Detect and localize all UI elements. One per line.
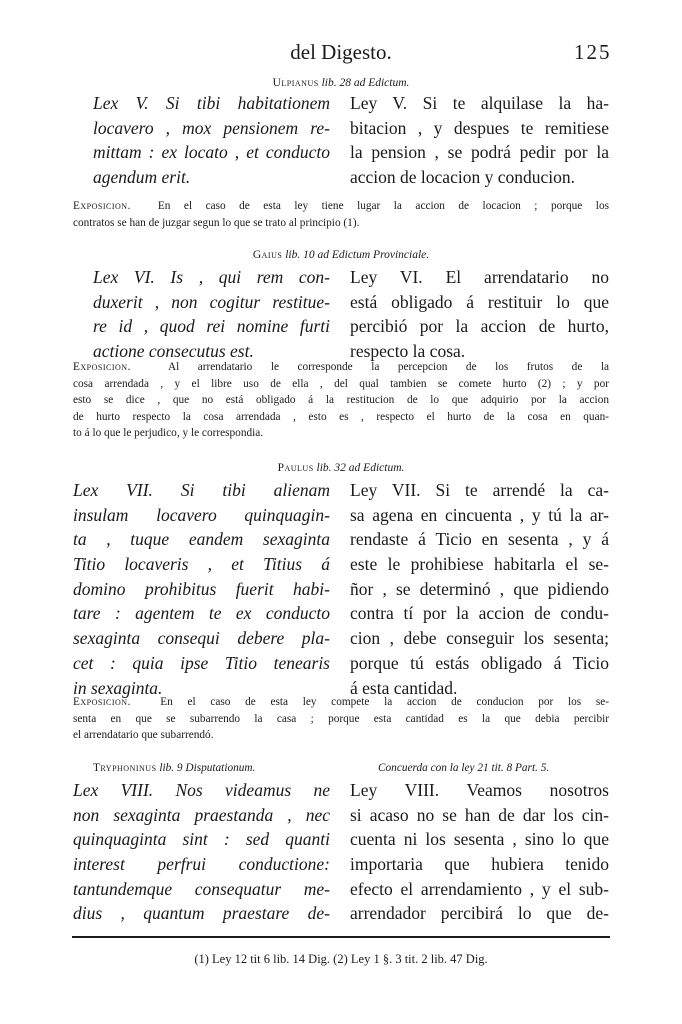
- spanish-line: ñor , se determinó , que pidiendo: [350, 578, 609, 599]
- spanish-line: cuenta ni los sesenta , sino lo que: [350, 829, 609, 850]
- latin-line: in sexaginta.: [73, 677, 163, 698]
- exposition-line: contratos se han de juzgar segun lo que se trato al principio (1).: [73, 216, 360, 229]
- spanish-line: Ley VI. El arrendatario no: [350, 267, 609, 287]
- spanish-line: porque tú estás obligado á Ticio: [350, 652, 609, 673]
- spanish-text-ley-vii: [350, 478, 609, 700]
- exposition-lex-vi: [73, 359, 609, 442]
- exposition-line: to á lo que le perjudico, y le correspondia.: [73, 427, 264, 439]
- attribution-source: lib. 9 Disputationum.: [159, 762, 256, 774]
- spanish-line: cion , debe conseguir los sesenta;: [350, 628, 609, 649]
- spanish-line: efecto el arrendamiento , y el sub-: [350, 878, 609, 899]
- attribution-source: lib. 10 ad Edictum Provinciale.: [285, 249, 430, 261]
- latin-line: quinquaginta sint : sed quanti: [73, 829, 330, 850]
- page-number: 125: [574, 40, 612, 64]
- spanish-text-ley-vi: [350, 265, 609, 364]
- latin-line: cet : quia ipse Titio tenearis: [73, 652, 330, 673]
- spanish-line: Ley V. Si te alquilase la ha-: [350, 93, 609, 113]
- spanish-line: está obligado á restituir lo que: [350, 291, 609, 312]
- latin-line: mittam : ex locato , et conducto: [93, 142, 330, 163]
- exposition-line: de hurto respecto la cosa arrendada , esto es , respecto el hurto de la cosa en quan-: [73, 410, 609, 423]
- latin-line: insulam locavero quinquagin-: [73, 504, 330, 525]
- attribution-ulpianus: [0, 77, 682, 89]
- attribution-gaius: [0, 249, 682, 261]
- exposition-line: En el caso de esta ley tiene lugar la accion de locacion ; porque los: [157, 200, 609, 212]
- latin-line: Lex V. Si tibi habitationem: [93, 93, 330, 113]
- latin-line: interest perfrui conductione:: [73, 854, 330, 875]
- latin-line: locavero , mox pensionem re-: [93, 117, 330, 138]
- exposition-line: esto se dice , que no está obligado á la restitucion de lo que adquirio por la accion: [73, 394, 609, 406]
- spanish-line: arrendador percibirá lo que de-: [350, 903, 609, 924]
- exposition-line: Al arrendatario le corresponde la percepcion de los frutos de la: [167, 361, 609, 373]
- exposition-lex-v: [73, 198, 609, 231]
- latin-line: Titio locaveris , et Titius á: [73, 554, 330, 575]
- latin-line: non sexaginta praestanda , nec: [73, 804, 330, 825]
- concordance-note: Concuerda con la ley 21 tit. 8 Part. 5.: [378, 762, 550, 774]
- latin-line: tantundemque consequatur me-: [73, 878, 330, 899]
- exposition-label: Exposicion.: [73, 696, 131, 708]
- spanish-line: rendaste á Ticio en sesenta , y á: [350, 529, 609, 550]
- exposition-label: Exposicion.: [73, 361, 131, 373]
- spanish-line: á esta cantidad.: [350, 677, 458, 698]
- latin-text-lex-v: [93, 91, 330, 190]
- attribution-tryphoninus: [93, 762, 255, 774]
- attribution-author: Paulus: [277, 462, 314, 474]
- spanish-line: sa agena en cincuenta , y tú la ar-: [350, 504, 609, 525]
- attribution-paulus: [0, 462, 682, 474]
- attribution-author: Tryphoninus: [93, 762, 157, 774]
- spanish-line: accion de locacion y conducion.: [350, 167, 575, 188]
- footnote: (1) Ley 12 tit 6 lib. 14 Dig. (2) Ley 1 §. 3 tit. 2 lib. 47 Dig.: [194, 952, 488, 966]
- latin-line: Lex VIII. Nos videamus ne: [73, 780, 330, 800]
- latin-line: ta , tuque eandem sexaginta: [73, 529, 330, 550]
- spanish-line: Ley VII. Si te arrendé la ca-: [350, 480, 609, 500]
- footnote-divider: [72, 936, 610, 938]
- attribution-author: Gaius: [252, 249, 283, 261]
- latin-text-lex-vii: [73, 478, 330, 700]
- latin-line: sexaginta consequi debere pla-: [73, 628, 330, 649]
- spanish-line: Ley VIII. Veamos nosotros: [350, 780, 609, 800]
- latin-line: Lex VI. Is , qui rem con-: [93, 267, 330, 287]
- latin-line: re id , quod rei nomine furti: [93, 316, 330, 337]
- spanish-text-ley-viii: [350, 778, 609, 926]
- spanish-line: contra tí por la accion de condu-: [350, 603, 609, 624]
- latin-text-lex-vi: [93, 265, 330, 364]
- attribution-author: Ulpianus: [272, 77, 319, 89]
- spanish-line: importaria que hubiera tenido: [350, 854, 609, 875]
- latin-line: duxerit , non cogitur restitue-: [93, 291, 330, 312]
- latin-line: tare : agentem te ex conducto: [73, 603, 330, 624]
- exposition-line: senta en que se subarrendo la casa ; porque esta cantidad es la que debia percibir: [73, 712, 609, 725]
- exposition-line: cosa arrendada , y el libre uso de ella , del qual tambien se comete hurto (2) ; y por: [73, 377, 609, 390]
- spanish-line: si acaso no se han de dar los cin-: [350, 804, 609, 825]
- spanish-line: bitacion , y despues te remitiese: [350, 117, 609, 138]
- exposition-line: En el caso de esta ley compete la accion de conducion por los se-: [160, 696, 609, 708]
- page-title: del Digesto.: [290, 40, 392, 64]
- latin-line: agendum erit.: [93, 167, 191, 188]
- exposition-label: Exposicion.: [73, 200, 131, 212]
- attribution-source: lib. 32 ad Edictum.: [316, 462, 405, 474]
- spanish-line: este le prohibiese habitarla el se-: [350, 554, 609, 575]
- spanish-line: percibió por la accion de hurto,: [350, 316, 609, 337]
- latin-text-lex-viii: [73, 778, 330, 926]
- latin-line: domino prohibitus fuerit habi-: [73, 578, 330, 599]
- latin-line: Lex VII. Si tibi alienam: [73, 480, 330, 500]
- spanish-line: la pension , se podrá pedir por la: [350, 142, 609, 163]
- exposition-line: el arrendatario que subarrendó.: [73, 729, 214, 741]
- latin-line: actione consecutus est.: [93, 341, 254, 362]
- exposition-lex-vii: [73, 694, 609, 744]
- latin-line: dius , quantum praestare de-: [73, 903, 330, 924]
- spanish-line: respecto la cosa.: [350, 341, 466, 362]
- spanish-text-ley-v: [350, 91, 609, 190]
- attribution-source: lib. 28 ad Edictum.: [321, 77, 410, 89]
